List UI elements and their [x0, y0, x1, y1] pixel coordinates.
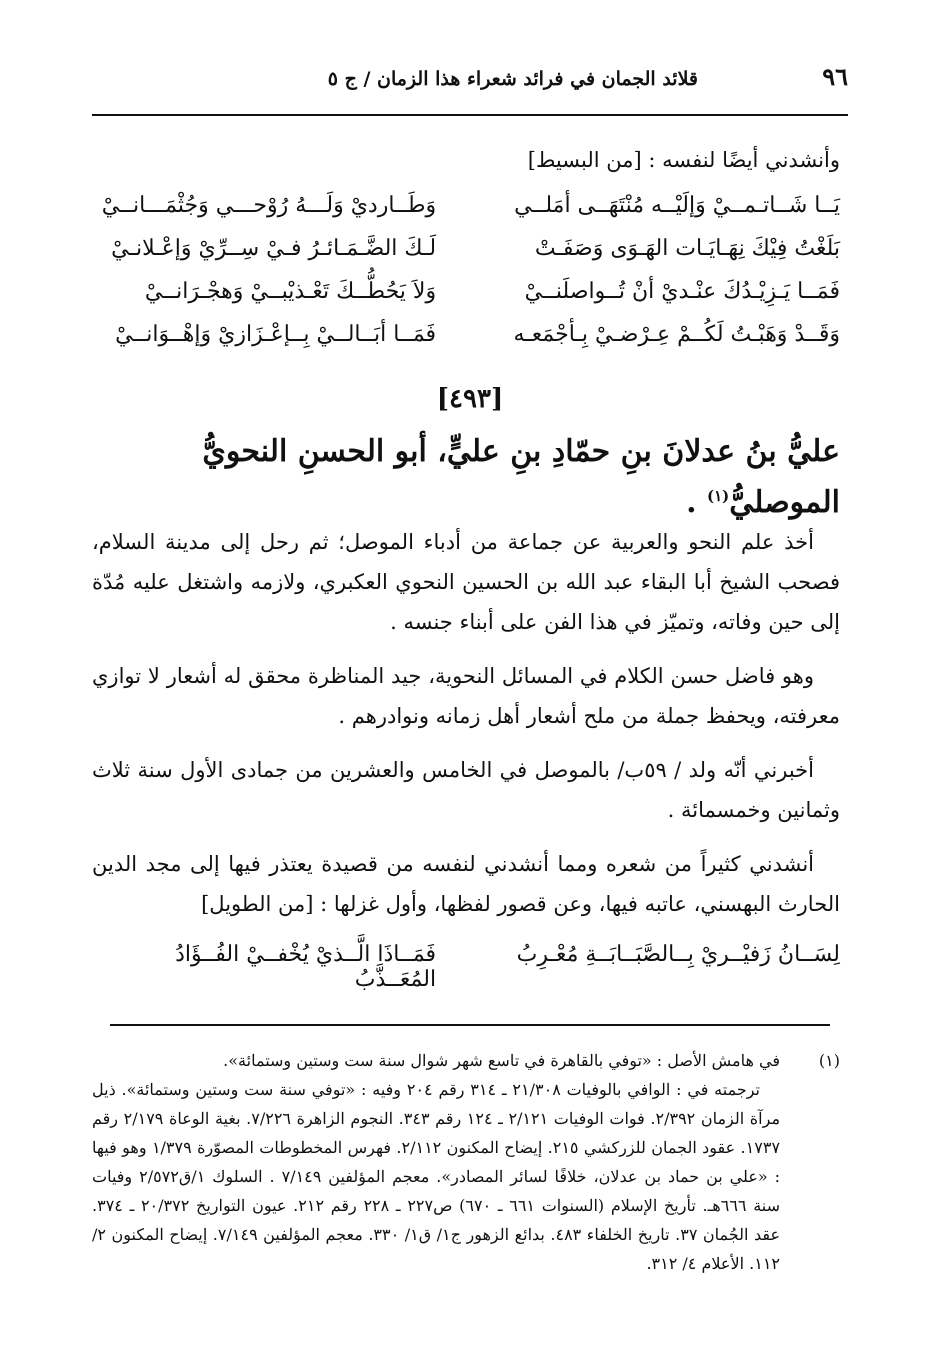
header-divider — [92, 114, 848, 116]
verse-second-hemistich: فَمَــا أبَــالــيْ بِــإعْـزَازيْ وَإهْــوَانــيْ — [115, 322, 437, 347]
footnote — [92, 1046, 840, 1075]
verse-first-hemistich: بَلَغْتُ فِيْكَ نِهَـايَـات الهَـوَى وَصَفَـتْ — [534, 236, 840, 261]
entry-number: [٤٩٣] — [436, 384, 504, 414]
entry-title-text: عليُّ بنُ عدلانَ بنِ حمّادِ بنِ عليٍّ، أبو الحسنِ النحويُّ الموصليُّ — [202, 434, 840, 520]
biography-text — [92, 522, 840, 938]
intro-line: وأنشدني أيضًا لنفسه : [من البسيط] — [527, 148, 840, 172]
verse-first-hemistich: يَــا شَــاتـمــيْ وَإلَيْــه مُنْتَهَــى أمَلــي — [514, 193, 840, 218]
paragraph: أخذ علم النحو والعربية عن جماعة من أدباء الموصل؛ ثم رحل إلى مدينة السلام، فصحب الشيخ أبا البقاء عبد الله بن الحسين النحوي العكبري، ولازمه واشتغل عليه مُدّة إلى حين وفاته، وتميّز في هذا الفن على أبناء جنسه . — [92, 530, 840, 634]
verse-second-hemistich: وَطَــارديْ وَلَـــهُ رُوْحـــي وَجُثْمَـــانــيْ — [101, 193, 437, 218]
verse-second-hemistich: لَـكَ الضَّـمَـائـرُ فـيْ سِــرِّيْ وَإعْـلانـيْ — [111, 236, 437, 261]
footnote-references: ترجمته في : الوافي بالوفيات ٢١/٣٠٨ ـ ٣١٤ رقم ٢٠٤ وفيه : «توفي سنة ست وستين وستمائة». ذيل مرآة الزمان ٢/٣٩٢. فوات الوفيات ٢/١٢١ ـ ١٢٤ رقم ٣٤٣. النجوم الزاهرة ٧/٢٢٦. بغية الوعاة ٢/١٧٩ رقم ١٧٣٧. عقود الجمان للزركشي ٢١٥. إيضاح المكنون ٢/١١٢. فهرس المخطوطات المصوّرة ١/٣٧٩ وهو فيها : «علي بن حماد بن عدلان، خلافًا لسائر المصادر». معجم المؤلفين ٧/١٤٩ . السلوك ١/ق٢/٥٧٢ وفيات سنة ٦٦٦هـ. تأريخ الإسلام (السنوات ٦٦١ ـ ٦٧٠) ص٢٢٧ ـ ٢٢٨ رقم ٢١٢. عيون التواريخ ٢٠/٣٧٢ ـ ٣٧٤. عقد الجُمان ٣٧. تاريخ الخلفاء ٤٨٣. بدائع الزهور ج١/ ق١/ ٣٣٠. معجم المؤلفين ٧/١٤٩. إيضاح المكنون ٢/ ١١٢. الأعلام ٤/ ٣١٢. — [92, 1080, 781, 1273]
footnote-note: في هامش الأصل : «توفي بالقاهرة في تاسع شهر شوال سنة ست وستين وستمائة». — [223, 1051, 780, 1070]
poem-verses — [92, 184, 840, 356]
verse-second-hemistich: فَمَــاذَا الَّــذيْ يُخْفــيْ الفُــؤَادُ المُعَــذَّبُ — [175, 942, 437, 992]
page-header — [92, 62, 848, 106]
verse-first-hemistich: لِسَــانُ زَفيْــريْ بِــالصَّبَــابَــةِ مُعْـرِبُ — [516, 942, 840, 967]
entry-title-end: . — [686, 485, 697, 520]
verse-line — [92, 227, 840, 270]
page-number: ٩٦ — [822, 62, 848, 91]
verse-line — [92, 313, 840, 356]
closing-verse — [92, 942, 840, 992]
footnote-ref: (١) — [706, 487, 730, 505]
paragraph: وهو فاضل حسن الكلام في المسائل النحوية، جيد المناظرة محقق له أشعار لا توازي معرفته، ويحفظ جملة من ملح أشعار أهل زمانه ونوادرهم . — [92, 664, 840, 728]
verse-line — [92, 270, 840, 313]
verse-line — [92, 184, 840, 227]
footnote-number: (١) — [818, 1051, 840, 1070]
verse-second-hemistich: وَلاَ يَحُطُّــكَ تَعْـذيْبــيْ وَهجْـرَانــيْ — [144, 279, 437, 304]
footnotes — [92, 1046, 840, 1278]
paragraph: أنشدني كثيراً من شعره ومما أنشدني لنفسه من قصيدة يعتذر فيها إلى مجد الدين الحارث البهسني، عاتبه فيها، وعن قصور لفظها، وأول غزلها : [من الطويل] — [92, 852, 840, 916]
running-title: قلائد الجمان في فرائد شعراء هذا الزمان / ج ٥ — [327, 68, 698, 90]
paragraph: أخبرني أنّه ولد / ٥٩ب/ بالموصل في الخامس والعشرين من جمادى الأول سنة ثلاث وثمانين وخمسمائة . — [92, 758, 840, 822]
footnote-divider — [110, 1024, 830, 1026]
verse-first-hemistich: فَمَــا يَـزِيْـدُكَ عنْـديْ أنْ تُــواصلَنــيْ — [524, 279, 840, 304]
entry-title — [92, 430, 840, 525]
verse-first-hemistich: وَقَــدْ وَهَبْـتُ لَكُــمْ عِـرْضـيْ بِـأجْمَعـه — [513, 322, 840, 347]
